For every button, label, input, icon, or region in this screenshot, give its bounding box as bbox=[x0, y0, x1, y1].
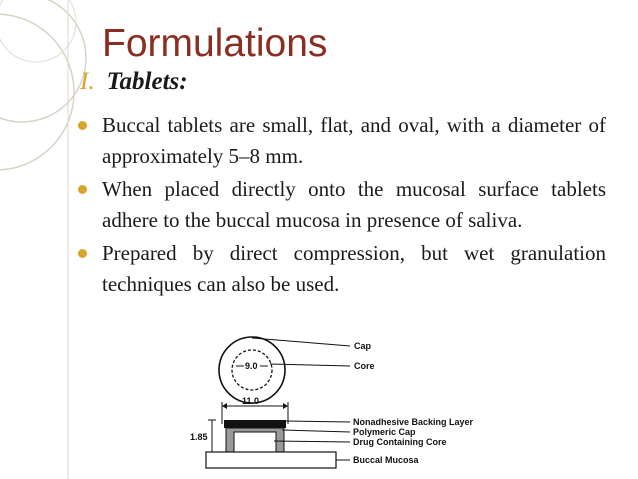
bullet-dot-icon bbox=[78, 249, 87, 258]
diameter-label: 9.0 bbox=[245, 361, 258, 371]
bullet-dot-icon bbox=[78, 185, 87, 194]
bullet-text: When placed directly onto the mucosal surface tablets adhere to the buccal mucosa in presence of saliva. bbox=[102, 177, 606, 232]
layer-label: Buccal Mucosa bbox=[353, 455, 419, 465]
tablet-side-view bbox=[190, 396, 474, 468]
bullet-dot-icon bbox=[78, 121, 87, 130]
bullet-text: Prepared by direct compression, but wet granulation techniques can also be used. bbox=[102, 241, 606, 296]
layer-label: Drug Containing Core bbox=[353, 437, 447, 447]
slide-title: Formulations bbox=[102, 22, 328, 65]
bullet-item bbox=[72, 110, 606, 172]
core-label: Core bbox=[354, 361, 375, 371]
subheading bbox=[80, 68, 188, 96]
subheading-number: I. bbox=[80, 68, 95, 95]
cap-label: Cap bbox=[354, 341, 372, 351]
layer-label: Polymeric Cap bbox=[353, 427, 416, 437]
bullet-text: Buccal tablets are small, flat, and oval, with a diameter of approximately 5–8 mm. bbox=[102, 113, 606, 168]
tablet-top-view bbox=[219, 337, 375, 403]
width-label: 11.0 bbox=[242, 396, 260, 406]
buccal-mucosa bbox=[206, 452, 336, 468]
bullet-item bbox=[72, 174, 606, 236]
bullet-list bbox=[72, 110, 606, 302]
bullet-item bbox=[72, 238, 606, 300]
layer-label: Nonadhesive Backing Layer bbox=[353, 417, 474, 427]
backing-layer bbox=[224, 420, 286, 428]
drug-core bbox=[234, 432, 276, 452]
tablet-diagram bbox=[190, 328, 530, 476]
height-label: 1.85 bbox=[190, 432, 208, 442]
subheading-text: Tablets: bbox=[106, 68, 188, 95]
